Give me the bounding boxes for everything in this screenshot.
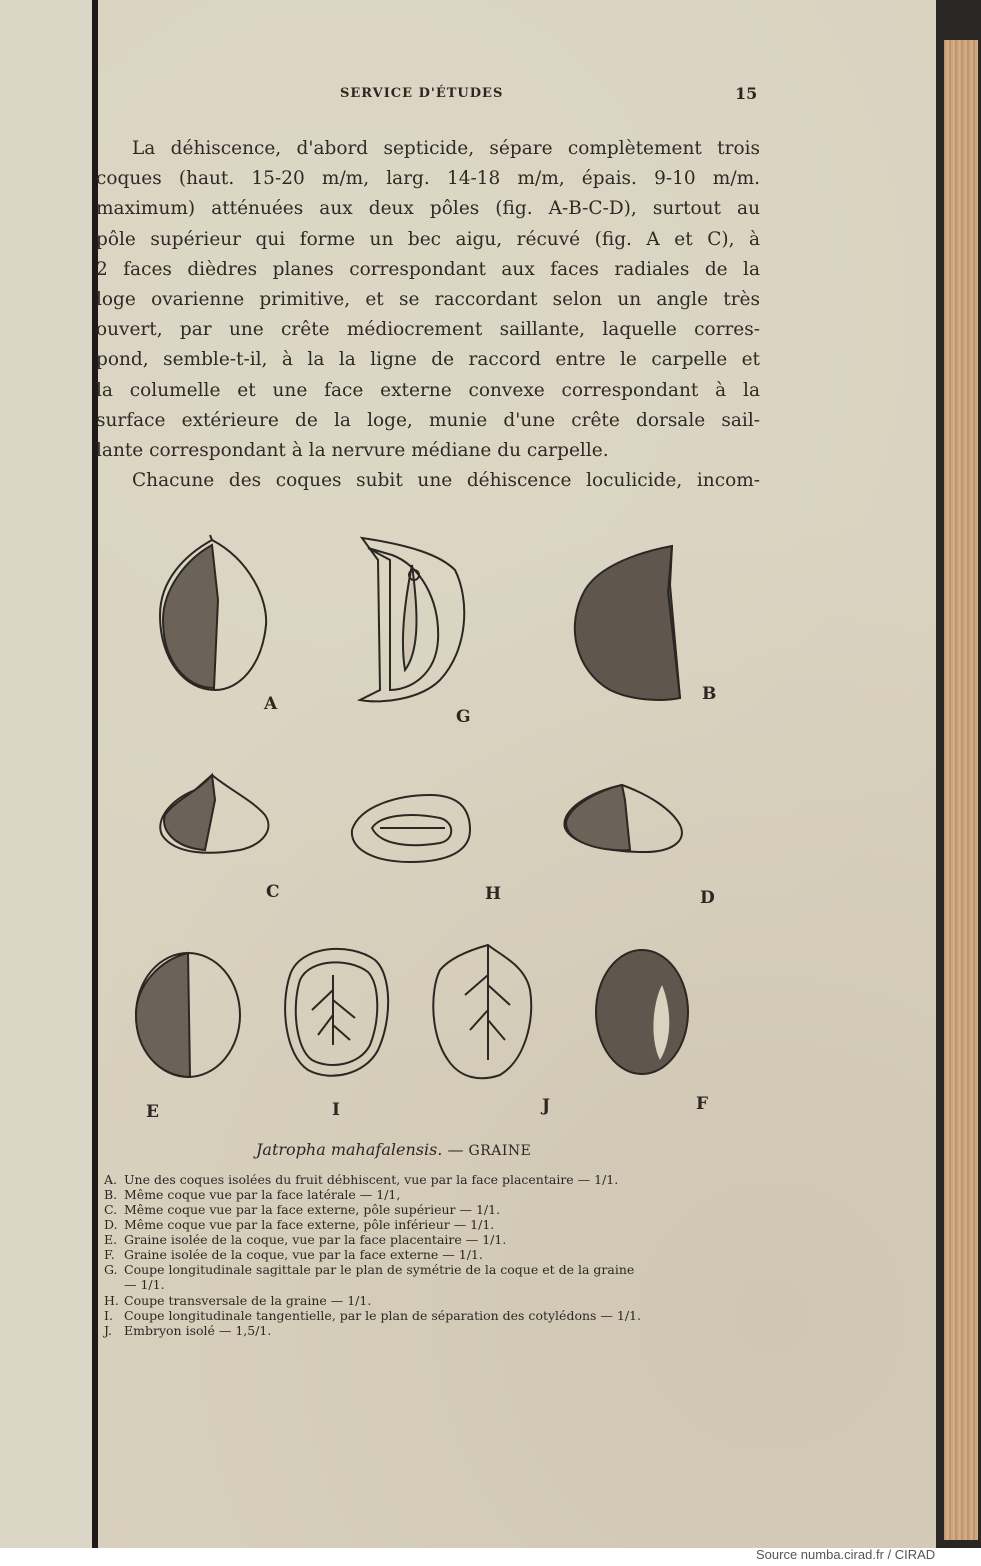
running-head: SERVICE D'ÉTUDES <box>340 86 504 101</box>
figure-d-drawing <box>564 785 681 852</box>
legend-item: D. Même coque vue par la face externe, pôle inférieur — 1/1. <box>104 1217 495 1232</box>
figure-j-drawing <box>433 945 531 1078</box>
figure-label-j: J <box>542 1096 551 1116</box>
legend-item: J. Embryon isolé — 1,5/1. <box>104 1323 272 1338</box>
legend-item: A. Une des coques isolées du fruit débhiscent, vue par la face placentaire — 1/1. <box>104 1172 619 1187</box>
text-line: pôle supérieur qui forme un bec aigu, récuvé (fig. A et C), à <box>96 228 760 250</box>
text-line: la columelle et une face externe convexe correspondant à la <box>96 379 760 401</box>
legend-item-continuation: — 1/1. <box>124 1277 165 1292</box>
figure-label-d: D <box>700 888 715 908</box>
text-line: loge ovarienne primitive, et se raccordant selon un angle très <box>96 289 760 311</box>
text-line: coques (haut. 15-20 m/m, larg. 14-18 m/m, épais. 9-10 m/m. <box>96 168 760 190</box>
page-number: 15 <box>735 84 758 103</box>
text-line: surface extérieure de la loge, munie d'une crête dorsale sail- <box>96 409 760 431</box>
figure-label-b: B <box>702 684 717 704</box>
text-line: maximum) atténuées aux deux pôles (fig. A-B-C-D), surtout au <box>96 198 760 220</box>
figure-label-i: I <box>332 1100 340 1120</box>
legend-item: B. Même coque vue par la face latérale — 1/1, <box>104 1187 401 1202</box>
figure-a-drawing <box>160 535 266 690</box>
text-line: pond, semble-t-il, à la la ligne de raccord entre le carpelle et <box>96 349 760 371</box>
figure-g-drawing <box>360 538 464 701</box>
text-line: La déhiscence, d'abord septicide, sépare complètement trois <box>132 138 760 159</box>
legend-item: E. Graine isolée de la coque, vue par la face placentaire — 1/1. <box>104 1232 507 1247</box>
caption-separator: — <box>442 1140 469 1159</box>
figure-label-e: E <box>146 1102 159 1122</box>
text-line: Chacune des coques subit une déhiscence loculicide, incom- <box>132 470 760 492</box>
legend-item: I. Coupe longitudinale tangentielle, par le plan de séparation des cotylédons — 1/1. <box>104 1308 641 1323</box>
legend-item: G. Coupe longitudinale sagittale par le plan de symétrie de la coque et de la graine <box>104 1262 635 1277</box>
source-credit: Source numba.cirad.fr / CIRAD <box>756 1547 936 1562</box>
figure-h-drawing <box>352 795 470 862</box>
figure-caption <box>256 1140 531 1159</box>
legend-item: F. Graine isolée de la coque, vue par la face externe — 1/1. <box>104 1247 483 1262</box>
figure-label-h: H <box>485 884 502 904</box>
figure-c-drawing <box>160 775 268 853</box>
figure-label-a: A <box>264 694 278 714</box>
figure-b-drawing <box>575 546 680 700</box>
figure-label-g: G <box>456 707 471 727</box>
figure-i-drawing <box>285 949 388 1076</box>
text-line: ouvert, par une crête médiocrement saillante, laquelle corres- <box>96 319 760 341</box>
legend-item: H. Coupe transversale de la graine — 1/1. <box>104 1293 372 1308</box>
figure-e-drawing <box>136 953 240 1077</box>
text-line: 2 faces dièdres planes correspondant aux faces radiales de la <box>96 258 760 280</box>
caption-subject: GRAINE <box>468 1143 532 1159</box>
legend-item: C. Même coque vue par la face externe, pôle supérieur — 1/1. <box>104 1202 501 1217</box>
figure-label-f: F <box>696 1094 709 1114</box>
figure-label-c: C <box>266 882 280 902</box>
caption-species: Jatropha mahafalensis. <box>256 1140 443 1159</box>
text-line: lante correspondant à la nervure médiane du carpelle. <box>96 440 609 462</box>
figure-f-drawing <box>596 950 688 1074</box>
